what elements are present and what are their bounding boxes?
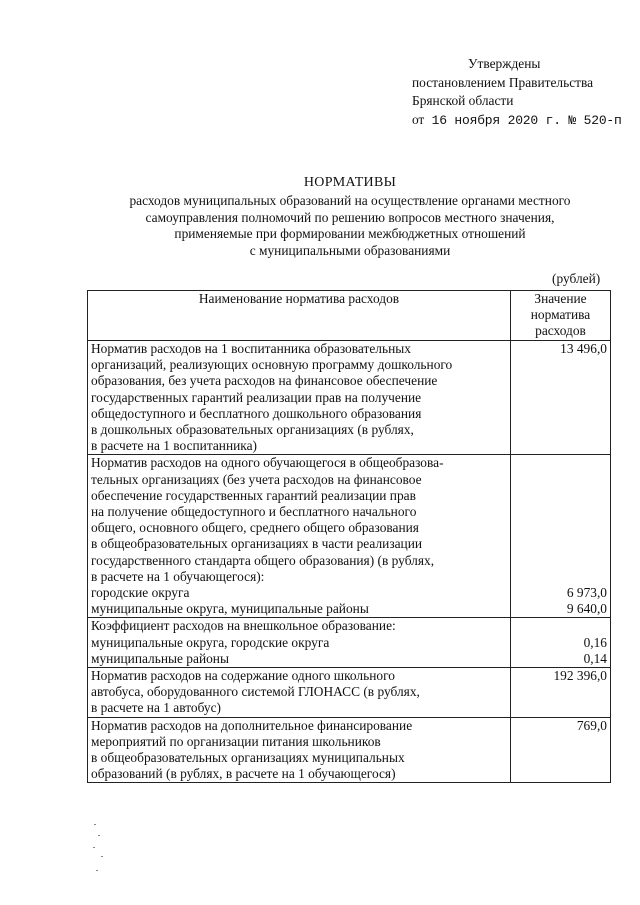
header-name-cell: Наименование норматива расходов	[88, 291, 511, 341]
row-value-cell	[511, 618, 611, 668]
table-header-row	[88, 291, 611, 341]
table-row	[88, 618, 611, 668]
row-value-municipal-districts: 9 640,0	[566, 601, 607, 617]
row-text-line: в общеобразовательных организациях муниципальных	[91, 750, 405, 766]
row-name-cell	[88, 455, 511, 618]
row-text-line: общедоступного и бесплатного дошкольного образования	[91, 405, 422, 421]
approval-date-value: 16 ноября 2020 г. № 520-п	[431, 112, 622, 128]
row-value-urban-districts: 6 973,0	[566, 584, 607, 600]
row-text-line: общего, основного общего, среднего общего образования	[91, 520, 419, 536]
row-text-line: обеспечение государственных гарантий реализации прав	[91, 487, 416, 503]
row-text-line: автобуса, оборудованного системой ГЛОНАСС (в рублях,	[91, 684, 420, 700]
row-value: 13 496,0	[560, 341, 607, 356]
document-subtitle	[90, 193, 610, 259]
table-row	[88, 341, 611, 455]
subtitle-line: с муниципальными образованиями	[249, 242, 451, 258]
subtitle-line: применяемые при формировании межбюджетных отношений	[174, 226, 526, 242]
header-value-line: расходов	[535, 323, 586, 338]
row-name-cell	[88, 341, 511, 455]
row-value-cell	[511, 455, 611, 618]
approval-region-line: Брянской области	[412, 93, 514, 108]
row-value-cell	[511, 341, 611, 455]
row-text-line: образования, без учета расходов на финансовое обеспечение	[91, 373, 438, 389]
header-value-cell	[511, 291, 611, 341]
row-text-line: муниципальные округа, муниципальные районы	[91, 601, 369, 617]
row-text-line: муниципальные районы	[91, 650, 229, 666]
header-value-line: норматива	[530, 307, 591, 322]
table-row	[88, 717, 611, 783]
row-name-cell	[88, 618, 511, 668]
norms-table	[87, 290, 611, 783]
row-text-line: образований (в рублях, в расчете на 1 обучающегося)	[91, 766, 396, 782]
header-value-line: Значение	[534, 291, 587, 306]
row-name-cell	[88, 717, 511, 783]
row-text-line: в расчете на 1 обучающегося):	[91, 568, 265, 584]
subtitle-line: расходов муниципальных образований на осуществление органами местного	[129, 193, 571, 208]
row-text-line: Норматив расходов на 1 воспитанника образовательных	[91, 341, 411, 356]
row-value: 769,0	[576, 717, 607, 733]
row-value-cell	[511, 668, 611, 718]
approval-date-prefix: от	[412, 111, 424, 127]
row-text-line: организаций, реализующих основную программу дошкольного	[91, 357, 453, 373]
row-value-cell	[511, 717, 611, 783]
row-text-line: муниципальные округа, городские округа	[91, 634, 330, 650]
row-text-line: в расчете на 1 воспитанника)	[91, 438, 258, 454]
document-title: НОРМАТИВЫ	[303, 175, 397, 190]
row-text-line: государственного стандарта общего образования) (в рублях,	[91, 552, 435, 568]
row-text-line: в расчете на 1 автобус)	[91, 700, 222, 716]
approval-decree-line: постановлением Правительства	[412, 74, 594, 90]
approval-date-line	[412, 111, 640, 131]
table-row	[88, 668, 611, 718]
row-value: 192 396,0	[553, 668, 607, 684]
approval-title: Утверждены	[468, 56, 541, 71]
unit-label: (рублей)	[552, 271, 601, 286]
row-text-line: Норматив расходов на одного обучающегося в общеобразова-	[91, 455, 444, 471]
row-text-line: Коэффициент расходов на внешкольное образование:	[91, 618, 396, 634]
row-text-line: мероприятий по организации питания школьников	[91, 733, 381, 749]
document-heading	[90, 173, 610, 259]
row-text-line: на получение общедоступного и бесплатного начального	[91, 504, 417, 520]
row-text-line: Норматив расходов на содержание одного школьного	[91, 668, 395, 684]
row-text-line: городские округа	[91, 585, 190, 601]
row-text-line: в общеобразовательных организациях в части реализации	[91, 536, 423, 552]
row-text-line: Норматив расходов на дополнительное финансирование	[91, 717, 413, 733]
row-value-rayon-coefficient: 0,14	[583, 650, 607, 666]
row-text-line: в дошкольных образовательных организациях (в рублях,	[91, 422, 414, 438]
approval-block	[412, 55, 640, 130]
row-text-line: государственных гарантий реализации прав на получение	[91, 389, 422, 405]
row-value-okrug-coefficient: 0,16	[583, 634, 607, 650]
subtitle-line: самоуправления полномочий по решению вопросов местного значения,	[145, 209, 555, 225]
table-row	[88, 455, 611, 618]
row-name-cell	[88, 668, 511, 718]
scan-specks	[92, 820, 112, 880]
row-text-line: тельных организациях (без учета расходов на финансовое	[91, 471, 422, 487]
